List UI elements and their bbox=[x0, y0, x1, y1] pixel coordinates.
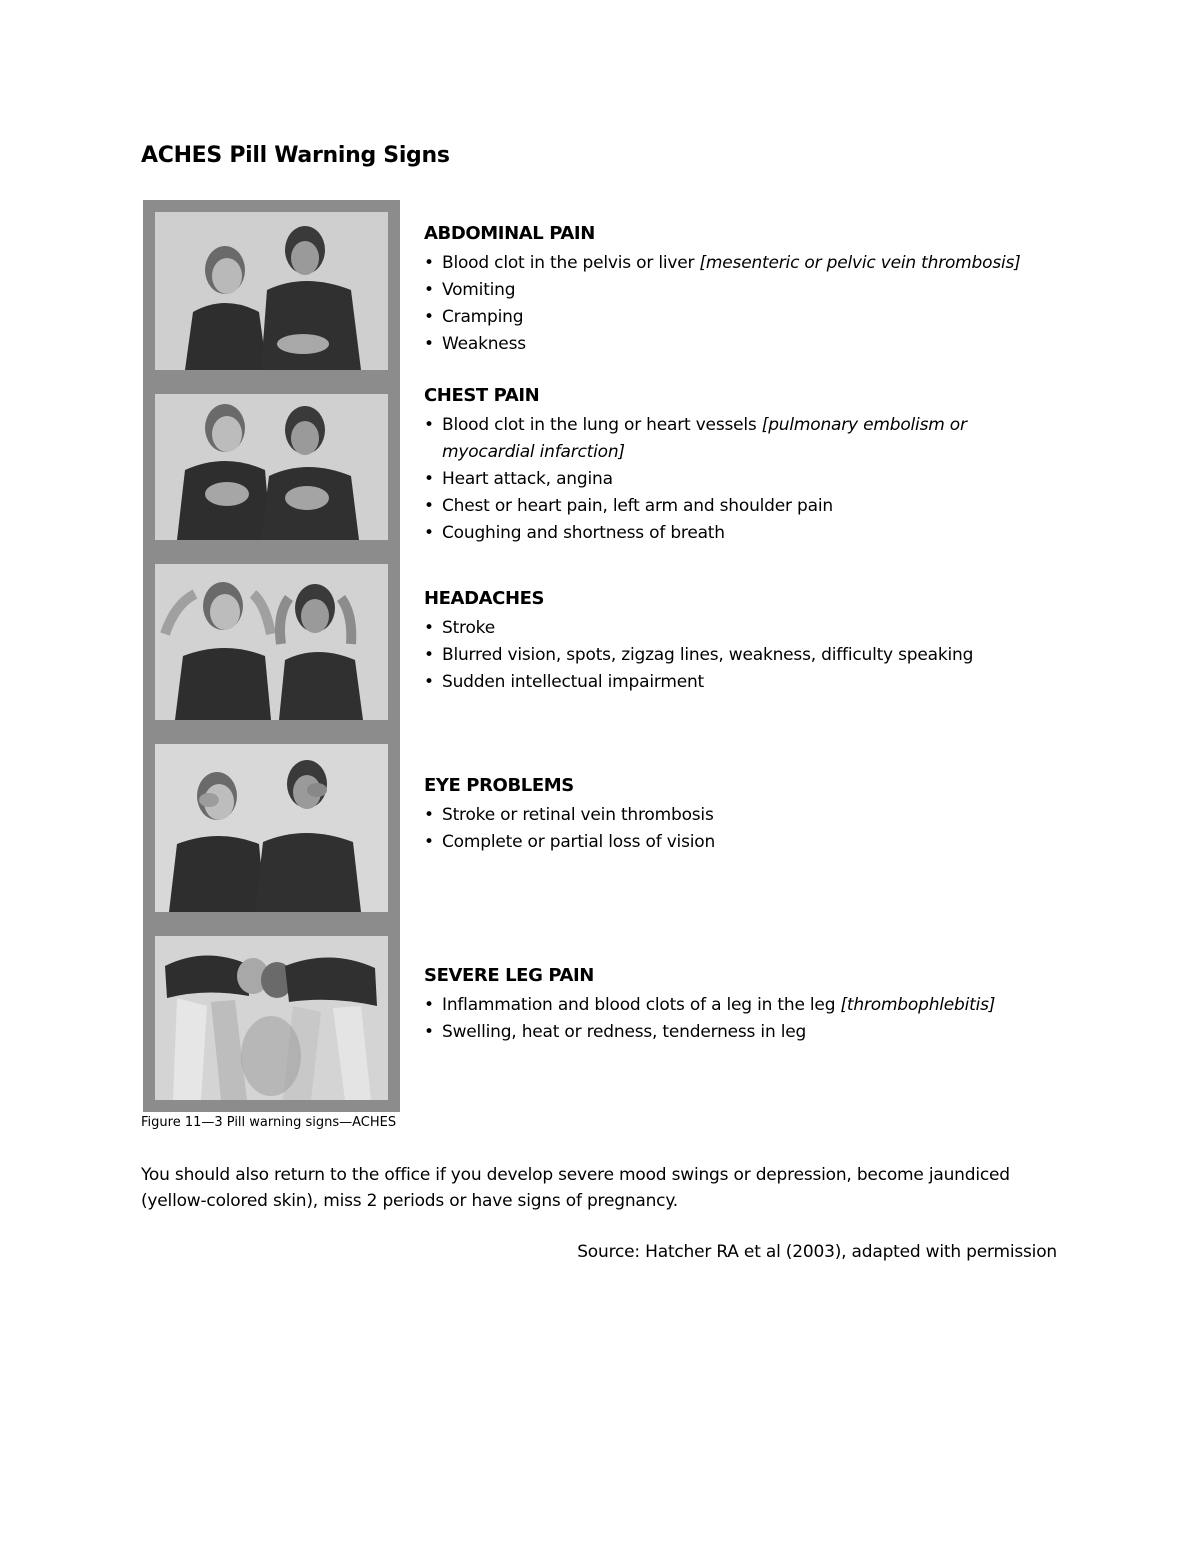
section-heading: HEADACHES bbox=[424, 588, 545, 609]
figure-caption: Figure 11—3 Pill warning signs—ACHES bbox=[141, 1115, 397, 1130]
page-title: ACHES Pill Warning Signs bbox=[141, 143, 450, 168]
symptom-list bbox=[424, 412, 1024, 547]
list-item: • Swelling, heat or redness, tenderness in leg bbox=[424, 1019, 1104, 1046]
list-item: • Stroke bbox=[424, 615, 1104, 642]
section-eye-problems bbox=[424, 775, 1104, 856]
list-item: • Vomiting bbox=[424, 277, 1104, 304]
list-item: • Cramping bbox=[424, 304, 1104, 331]
list-item: • Chest or heart pain, left arm and shoulder pain bbox=[424, 493, 1024, 520]
list-item: • Blood clot in the lung or heart vessels [pulmonary embolism or myocardial infarction] bbox=[424, 412, 1002, 466]
severe-leg-pain-photo bbox=[143, 924, 400, 1112]
section-heading: CHEST PAIN bbox=[424, 385, 540, 406]
section-abdominal-pain bbox=[424, 223, 1104, 358]
list-item: • Inflammation and blood clots of a leg in the leg [thrombophlebitis] bbox=[424, 992, 1104, 1019]
list-item: • Blurred vision, spots, zigzag lines, weakness, difficulty speaking bbox=[424, 642, 1104, 669]
headaches-photo bbox=[143, 552, 400, 732]
section-severe-leg-pain bbox=[424, 965, 1104, 1046]
note-paragraph: You should also return to the office if you develop severe mood swings or depression, become jaundiced (yellow-colored skin), miss 2 periods or have signs of pregnancy. bbox=[141, 1165, 1010, 1211]
list-item: • Sudden intellectual impairment bbox=[424, 669, 1104, 696]
section-heading: EYE PROBLEMS bbox=[424, 775, 574, 796]
list-item: • Complete or partial loss of vision bbox=[424, 829, 1104, 856]
symptom-list bbox=[424, 802, 1104, 856]
section-headaches bbox=[424, 588, 1104, 696]
section-chest-pain bbox=[424, 385, 1024, 547]
list-item: • Blood clot in the pelvis or liver [mesenteric or pelvic vein thrombosis] bbox=[424, 250, 1104, 277]
section-heading: ABDOMINAL PAIN bbox=[424, 223, 595, 244]
list-item: • Weakness bbox=[424, 331, 1104, 358]
source-citation: Source: Hatcher RA et al (2003), adapted with permission bbox=[577, 1242, 1057, 1262]
list-item: • Heart attack, angina bbox=[424, 466, 1024, 493]
chest-pain-photo bbox=[143, 382, 400, 552]
list-item: • Coughing and shortness of breath bbox=[424, 520, 1024, 547]
symptom-list bbox=[424, 615, 1104, 696]
section-heading: SEVERE LEG PAIN bbox=[424, 965, 594, 986]
symptom-list bbox=[424, 992, 1104, 1046]
list-item: • Stroke or retinal vein thrombosis bbox=[424, 802, 1104, 829]
eye-problems-photo bbox=[143, 732, 400, 924]
abdominal-pain-photo bbox=[143, 200, 400, 382]
symptom-list bbox=[424, 250, 1104, 358]
